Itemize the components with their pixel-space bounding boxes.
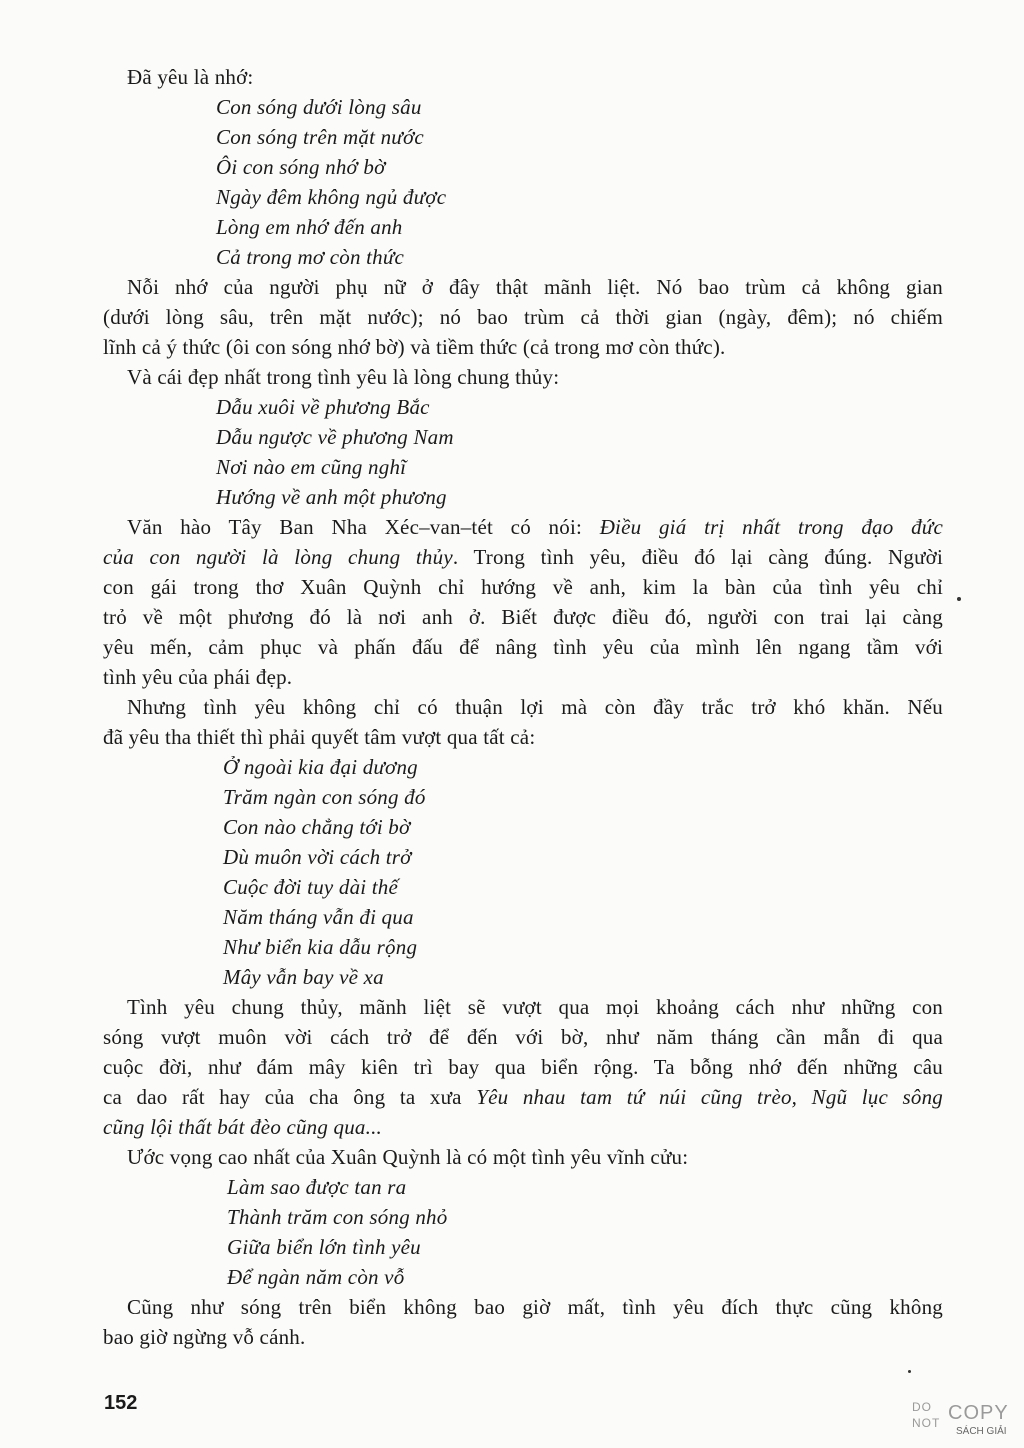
poem-line: Dẫu xuôi về phương Bắc [216,395,430,419]
poem-line: Nơi nào em cũng nghĩ [216,455,407,479]
prose-line: cuộc đời, như đám mây kiên trì bay qua biển rộng. Ta bỗng nhớ đến những câu [103,1055,943,1079]
poem-line: Năm tháng vẫn đi qua [223,905,414,929]
speck-mark [957,597,961,601]
prose-line [103,1082,943,1112]
speck-mark [908,1370,911,1373]
prose-line: Nhưng tình yêu không chỉ có thuận lợi mà còn đầy trắc trở khó khăn. Nếu [127,695,943,719]
poem-line: Trăm ngàn con sóng đó [223,785,426,809]
prose-line: (dưới lòng sâu, trên mặt nước); nó bao trùm cả thời gian (ngày, đêm); nó chiếm [103,305,943,329]
poem-line: Mây vẫn bay về xa [223,965,384,989]
poem-line: Cuộc đời tuy dài thế [223,875,399,899]
poem-line: Cả trong mơ còn thức [216,245,405,269]
prose-line: con gái trong thơ Xuân Quỳnh chỉ hướng về anh, kim la bàn của tình yêu chỉ [103,575,943,599]
poem-line: Con sóng trên mặt nước [216,125,424,149]
quote-text: Điều giá trị nhất trong đạo đức [599,515,943,539]
poem-line: Ôi con sóng nhớ bờ [216,155,386,179]
prose-line: lĩnh cả ý thức (ôi con sóng nhớ bờ) và tiềm thức (cả trong mơ còn thức). [103,335,726,359]
poem-line: Để ngàn năm còn vỗ [227,1265,405,1289]
prose-text: ca dao rất hay của cha ông ta xưa [103,1085,477,1109]
poem-line: Ngày đêm không ngủ được [216,185,447,209]
prose-line [103,1112,943,1142]
prose-line: trỏ về một phương đó là nơi anh ở. Biết được điều đó, người con trai lại càng [103,605,943,629]
poem-line: Như biển kia dẫu rộng [223,935,418,959]
poem-line: Dẫu ngược về phương Nam [216,425,454,449]
prose-line: Và cái đẹp nhất trong tình yêu là lòng chung thủy: [127,365,560,389]
prose-text: Văn hào Tây Ban Nha Xéc–van–tét có nói: [127,515,600,539]
prose-line: đã yêu tha thiết thì phải quyết tâm vượt qua tất cả: [103,725,536,749]
poem-line: Con sóng dưới lòng sâu [216,95,422,119]
watermark-copy: COPY [948,1402,1009,1424]
prose-line [103,542,943,572]
prose-line: bao giờ ngừng vỗ cánh. [103,1325,306,1349]
page-content [103,62,943,1352]
poem-line: Dù muôn vời cách trở [223,845,412,869]
poem-line: Thành trăm con sóng nhỏ [227,1205,448,1229]
quote-text: Yêu nhau tam tứ núi cũng trèo, Ngũ lục sông [476,1085,943,1109]
prose-line: yêu mến, cảm phục và phấn đấu để nâng tình yêu của mình lên ngang tầm với [103,635,943,659]
prose-line: Cũng như sóng trên biển không bao giờ mất, tình yêu đích thực cũng không [127,1295,943,1319]
watermark-do: DO [912,1400,932,1414]
prose-line [103,512,943,542]
watermark-site: SÁCH GIẢI [956,1426,1007,1437]
poem-line: Hướng về anh một phương [216,485,447,509]
prose-line: Tình yêu chung thủy, mãnh liệt sẽ vượt qua mọi khoảng cách như những con [127,995,943,1019]
quote-text: cũng lội thất bát đèo cũng qua... [103,1115,382,1139]
poem-line: Giữa biển lớn tình yêu [227,1235,421,1259]
poem-line: Làm sao được tan ra [227,1175,407,1199]
prose-line: Đã yêu là nhớ: [127,65,254,89]
page-number: 152 [104,1392,138,1414]
prose-line: Nỗi nhớ của người phụ nữ ở đây thật mãnh liệt. Nó bao trùm cả không gian [127,275,943,299]
do-not-copy-watermark [908,1398,1016,1442]
prose-line: Ước vọng cao nhất của Xuân Quỳnh là có một tình yêu vĩnh cửu: [127,1145,689,1169]
prose-line: sóng vượt muôn vời cách trở để đến với bờ, như năm tháng cần mẫn đi qua [103,1025,943,1049]
poem-line: Ở ngoài kia đại dương [223,755,418,779]
quote-text: của con người là lòng chung thủy [103,545,453,569]
watermark-not: NOT [912,1416,941,1430]
prose-text: . Trong tình yêu, điều đó lại càng đúng. Người [452,545,943,569]
poem-line: Lòng em nhớ đến anh [216,215,403,239]
prose-line: tình yêu của phái đẹp. [103,665,293,689]
poem-line: Con nào chẳng tới bờ [223,815,411,839]
